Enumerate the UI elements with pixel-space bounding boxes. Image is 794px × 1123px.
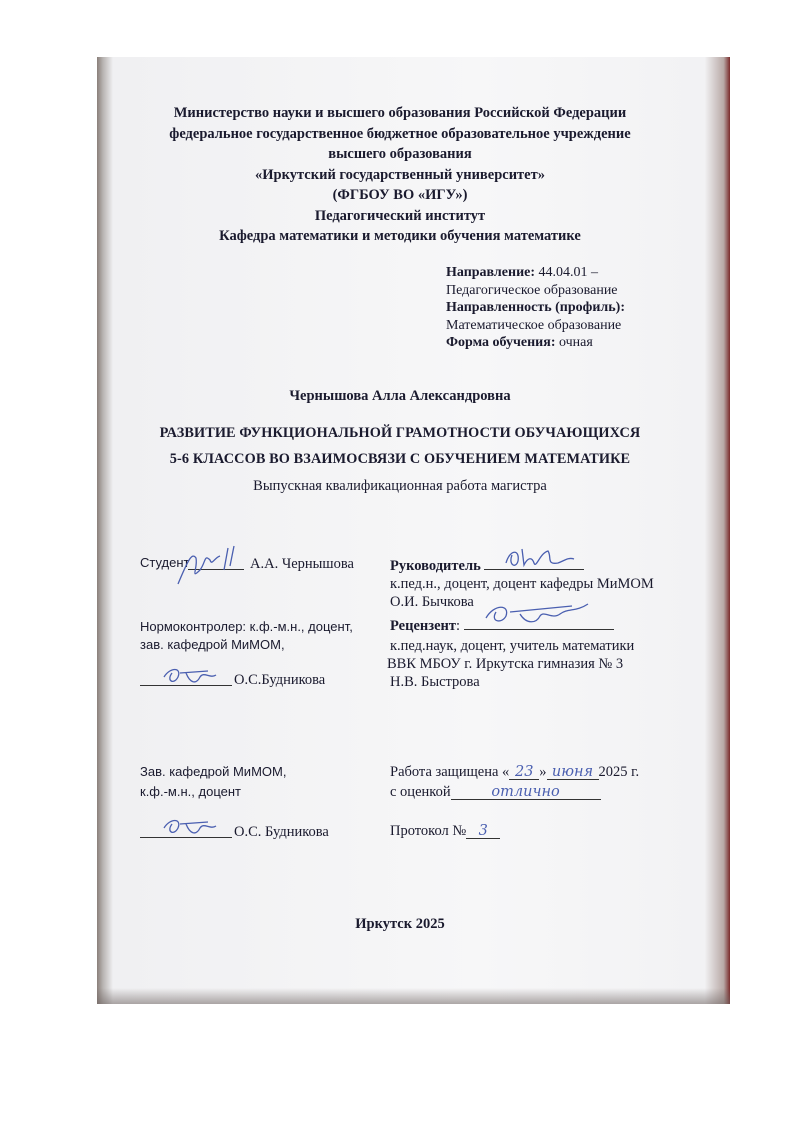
institution-header bbox=[120, 103, 680, 247]
protocol-number: 3 bbox=[466, 824, 500, 839]
grade-label: с оценкой bbox=[390, 784, 451, 800]
protocol bbox=[390, 822, 500, 840]
institution-type-line: федеральное государственное бюджетное образовательное учреждение bbox=[169, 125, 631, 142]
supervisor-label: Руководитель bbox=[390, 558, 481, 574]
institute-name: Педагогический институт bbox=[314, 207, 486, 224]
reviewer-name: Н.В. Быстрова bbox=[390, 674, 480, 690]
direction-name: Педагогическое образование bbox=[446, 282, 618, 298]
student-name: А.А. Чернышова bbox=[250, 556, 354, 572]
direction-code: 44.04.01 – bbox=[538, 265, 599, 280]
defense-grade bbox=[390, 783, 601, 801]
normcontroller-name: О.С.Будникова bbox=[234, 672, 326, 688]
reviewer-label: Рецензент bbox=[390, 618, 456, 634]
grade-value: отлично bbox=[451, 785, 601, 800]
supervisor-signature bbox=[500, 543, 580, 573]
university-name: «Иркутский государственный университет» bbox=[255, 166, 545, 183]
direction-label: Направление: bbox=[446, 265, 536, 280]
reviewer-position-2: ВВК МБОУ г. Иркутска гимназия № 3 bbox=[387, 656, 624, 672]
study-form-label: Форма обучения: bbox=[446, 335, 556, 350]
reviewer-position-1: к.пед.наук, доцент, учитель математики bbox=[390, 638, 635, 654]
profile-value: Математическое образование bbox=[446, 317, 622, 333]
protocol-label: Протокол № bbox=[390, 823, 467, 839]
supervisor-position: к.пед.н., доцент, доцент кафедры МиМОМ bbox=[390, 576, 654, 592]
reviewer-colon: : bbox=[456, 618, 461, 634]
defense-day: 23 bbox=[509, 765, 539, 780]
head-signature bbox=[160, 814, 220, 840]
student-label: Студент bbox=[140, 555, 190, 570]
supervisor-name: О.И. Бычкова bbox=[390, 594, 474, 610]
normcontroller-label-1: Нормоконтролер: к.ф.-м.н., доцент, bbox=[140, 619, 353, 634]
ministry-line: Министерство науки и высшего образования Российской Федерации bbox=[173, 105, 627, 121]
education-level-line: высшего образования bbox=[328, 146, 472, 162]
defense-date bbox=[390, 763, 639, 781]
defense-label: Работа защищена « bbox=[390, 764, 510, 780]
city-year: Иркутск 2025 bbox=[355, 916, 445, 932]
defense-year: 2025 г. bbox=[598, 764, 640, 780]
thesis-title bbox=[100, 420, 700, 472]
student-signature bbox=[170, 540, 250, 590]
author-name: Чернышова Алла Александровна bbox=[289, 388, 511, 404]
head-name: О.С. Будникова bbox=[234, 824, 329, 840]
department-name: Кафедра математики и методики обучения математике bbox=[219, 228, 581, 244]
study-form-value: очная bbox=[558, 335, 593, 350]
normcontroller-label-2: зав. кафедрой МиМОМ, bbox=[140, 637, 285, 652]
head-label-1: Зав. кафедрой МиМОМ, bbox=[140, 764, 287, 779]
program-info bbox=[446, 264, 686, 352]
head-label-2: к.ф.-м.н., доцент bbox=[140, 784, 241, 799]
university-abbreviation: (ФГБОУ ВО «ИГУ») bbox=[332, 187, 468, 203]
defense-quote-close: » bbox=[539, 764, 547, 780]
profile-label: Направленность (профиль): bbox=[446, 300, 625, 315]
thesis-title-line-1: РАЗВИТИЕ ФУНКЦИОНАЛЬНОЙ ГРАМОТНОСТИ ОБУЧАЮЩИХСЯ bbox=[159, 425, 641, 441]
thesis-title-line-2: 5-6 КЛАССОВ ВО ВЗАИМОСВЯЗИ С ОБУЧЕНИЕМ МАТЕМАТИКЕ bbox=[169, 451, 631, 467]
work-type: Выпускная квалификационная работа магистра bbox=[253, 478, 547, 494]
defense-month: июня bbox=[547, 765, 599, 780]
normcontroller-signature bbox=[160, 663, 220, 689]
reviewer-signature bbox=[480, 600, 600, 630]
